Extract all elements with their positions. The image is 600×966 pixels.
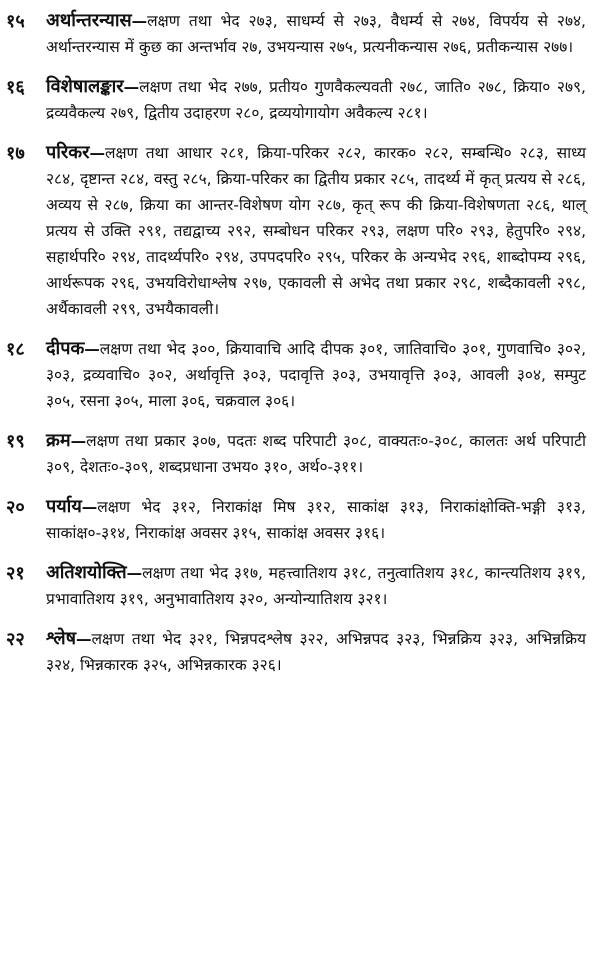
entry-text: लक्षण तथा भेद २७७, प्रतीय० गुणवैकल्यवती २७८, जाति० २७८, क्रिया० २७९, द्रव्यवैकल्य २७९, द्वितीय उदाहरण २८०, द्रव्ययोगायोग अवैकल्य २८१। [46, 78, 586, 122]
entry-15 [6, 8, 586, 60]
entry-19 [6, 428, 586, 480]
entry-text: लक्षण तथा भेद ३२१, भिन्नपदश्लेष ३२२, अभिन्नपद ३२३, भिन्नक्रिय ३२३, अभिन्नक्रिय ३२४, भिन्नकारक ३२५, अभिन्नकारक ३२६। [46, 630, 586, 674]
entry-17 [6, 140, 586, 322]
entry-body [46, 336, 586, 414]
entry-21 [6, 560, 586, 612]
entry-body [46, 140, 586, 322]
entry-dash: — [81, 498, 98, 516]
entry-heading: अतिशयोक्ति [46, 562, 127, 583]
entry-text: लक्षण तथा भेद ३१७, महत्त्वातिशय ३१८, तनुत्वातिशय ३१८, कान्त्यतिशय ३१९, प्रभावातिशय ३१९, अनुभावातिशय ३२०, अन्योन्यातिशय ३२१। [46, 564, 586, 608]
entry-text: लक्षण तथा आधार २८१, क्रिया-परिकर २८२, कारक० २८२, सम्बन्धि० २८३, साध्य २८४, दृष्टान्त २८४, वस्तु २८५, क्रिया-परिकर का द्वितीय प्रकार २८५, तादर्थ्य में कृत् प्रत्यय से २८६, अव्यय से २८७, क्रिया का आन्तर-विशेषण योग २८७, कृत् रूप की क्रिया-विशेषणता २८६, थाल् प्रत्यय से उक्ति २९१, तद्यद्वाच्य २९२, सम्बोधन परिकर २९३, लक्षण परि० २९३, हेतुपरि० २९४, सहार्थपरि० २९४, तादर्थ्यपरि० २९४, उपपदपरि० २९५, परिकर के अन्यभेद २९६, शाब्दोपम्य २९६, आर्थरूपक २९६, उभयविरोधाश्लेष २९७, एकावली से अभेद तथा प्रकार २९८, शब्दैकावली २९८, अर्थैकावली २९९, उभयैकावली। [46, 144, 586, 318]
entry-heading: पर्याय [46, 496, 82, 517]
entry-dash: — [70, 432, 87, 450]
entry-body [46, 74, 586, 126]
entry-number: १६ [6, 77, 25, 98]
entry-number: १७ [6, 143, 25, 164]
entry-20 [6, 494, 586, 546]
entry-heading: श्लेष [46, 628, 77, 649]
entry-number: २२ [6, 629, 25, 650]
entry-text: लक्षण भेद ३१२, निराकांक्ष मिष ३१२, साकांक्ष ३१३, निराकांक्षोक्ति-भङ्गी ३१३, साकांक्ष०-३१४, निराकांक्ष अवसर ३१५, साकांक्ष अवसर ३१६। [46, 498, 586, 542]
entry-dash: — [131, 12, 148, 30]
entry-number: १८ [6, 339, 25, 360]
entry-22 [6, 626, 586, 678]
entry-18 [6, 336, 586, 414]
entry-text: लक्षण तथा भेद २७३, साधर्म्य से २७३, वैधर्म्य से २७४, विपर्यय से २७४, अर्थान्तरन्यास में कुछ का अन्तर्भाव २७, उभयन्यास २७५, प्रत्यनीकन्यास २७६, प्रतीकन्यास २७७। [46, 12, 586, 56]
entry-body [46, 428, 586, 480]
entry-heading: अर्थान्तरन्यास [46, 10, 132, 31]
entry-dash: — [126, 564, 143, 582]
entry-heading: क्रम [46, 430, 71, 451]
entry-number: १५ [6, 11, 25, 32]
entry-body [46, 560, 586, 612]
entry-dash: — [76, 630, 92, 648]
entry-number: २० [6, 497, 25, 518]
entry-dash: — [89, 144, 105, 162]
entry-heading: परिकर [46, 142, 90, 163]
entry-text: लक्षण तथा प्रकार ३०७, पदतः शब्द परिपाटी ३०८, वाक्यतः०-३०८, कालतः अर्थ परिपाटी ३०९, देशतः०-३०९, शब्दप्रधाना उभय० ३१०, अर्थ०-३११। [46, 432, 586, 476]
entry-text: लक्षण तथा भेद ३००, क्रियावाचि आदि दीपक ३०१, जातिवाचि० ३०१, गुणवाचि० ३०२, ३०३, द्रव्यवाचि० ३०२, अर्थावृत्ति ३०३, पदावृत्ति ३०३, उभयावृत्ति ३०३, आवली ३०४, सम्पुट ३०५, रसना ३०५, माला ३०६, चक्रवाल ३०६। [46, 340, 586, 410]
entry-body [46, 8, 586, 60]
entry-heading: दीपक [46, 338, 85, 359]
entry-body [46, 626, 586, 678]
entry-heading: विशेषालङ्कार [46, 76, 124, 97]
entry-number: १९ [6, 431, 25, 452]
entry-dash: — [123, 78, 140, 96]
entry-dash: — [84, 340, 100, 358]
entry-number: २१ [6, 563, 25, 584]
entry-body [46, 494, 586, 546]
entry-16 [6, 74, 586, 126]
